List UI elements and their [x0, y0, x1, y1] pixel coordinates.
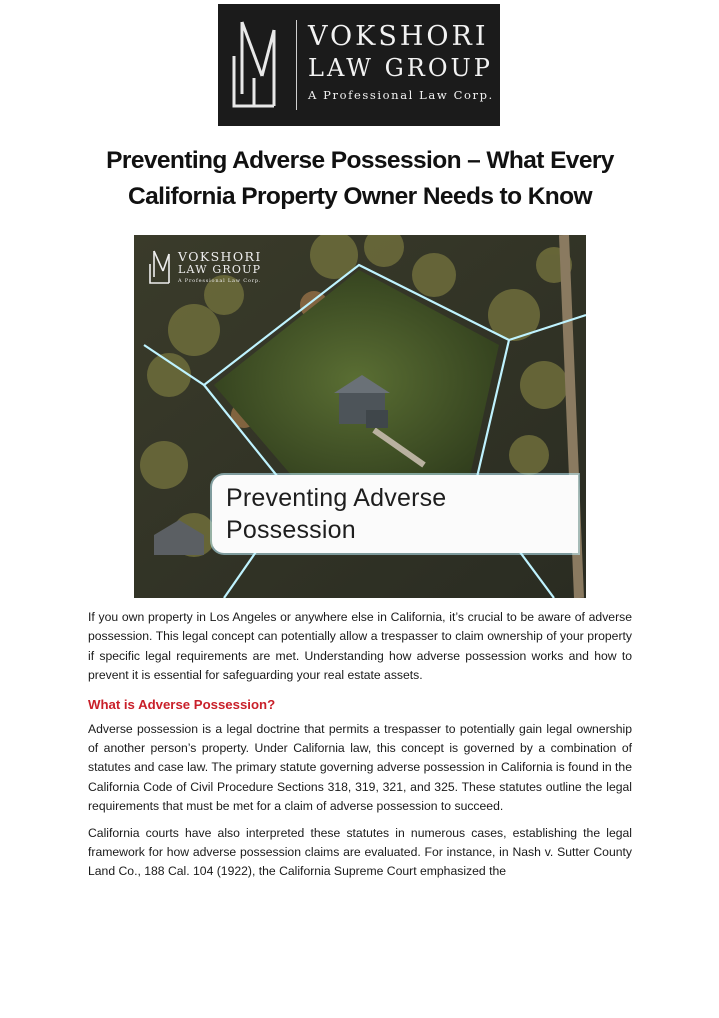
hero-logo-line-1: VOKSHORI — [178, 249, 262, 264]
intro-paragraph: If you own property in Los Angeles or anywhere else in California, it’s crucial to be aware of adverse possession. This legal concept can potentially allow a trespasser to claim ownership of your property if specific legal requirements are met. Understanding how adverse possession works and how to prevent it is essential for safeguarding your real estate assets. — [88, 610, 632, 683]
body-paragraph: California courts have also interpreted these statutes in numerous cases, establishing the legal framework for how adverse possession claims are evaluated. For instance, in Nash v. Sutter County Land Co., 188 Cal. 104 (1922), the California Supreme Court emphasized the — [88, 825, 632, 879]
logo-divider — [296, 20, 297, 110]
hero-logo-line-3: A Professional Law Corp. — [178, 278, 262, 284]
hero-monogram-icon — [148, 249, 174, 285]
body-paragraph: Adverse possession is a legal doctrine that permits a trespasser to potentially gain legal ownership of another person’s property. Under California law, this concept is governed by a combination of statutes and case law. The primary statute governing adverse possession in California is found in the California Code of Civil Procedure Sections 318, 319, 321, and 325. These statutes outline the legal requirements that must be met for a claim of adverse possession to succeed. — [88, 721, 632, 814]
hero-caption-line-1: Preventing Adverse — [226, 484, 447, 512]
hero-image — [134, 235, 586, 598]
hero-caption-box — [212, 475, 578, 553]
section-heading: What is Adverse Possession? — [88, 696, 276, 712]
hero-caption — [226, 482, 446, 546]
logo-firm-subname: LAW GROUP — [308, 54, 493, 82]
firm-monogram-icon — [228, 16, 284, 112]
title-line-1: Preventing Adverse Possession – What Every — [106, 147, 614, 174]
hero-logo-line-2: LAW GROUP — [178, 263, 262, 276]
document-title — [60, 143, 660, 215]
logo-tagline: A Professional Law Corp. — [308, 88, 494, 102]
logo-firm-name: VOKSHORI — [308, 21, 489, 52]
logo-wordmark — [308, 22, 494, 102]
hero-caption-line-2: Possession — [226, 516, 356, 544]
hero-logo — [148, 249, 262, 285]
title-line-2: California Property Owner Needs to Know — [128, 183, 592, 210]
article-body — [88, 608, 632, 882]
firm-logo — [218, 4, 500, 126]
